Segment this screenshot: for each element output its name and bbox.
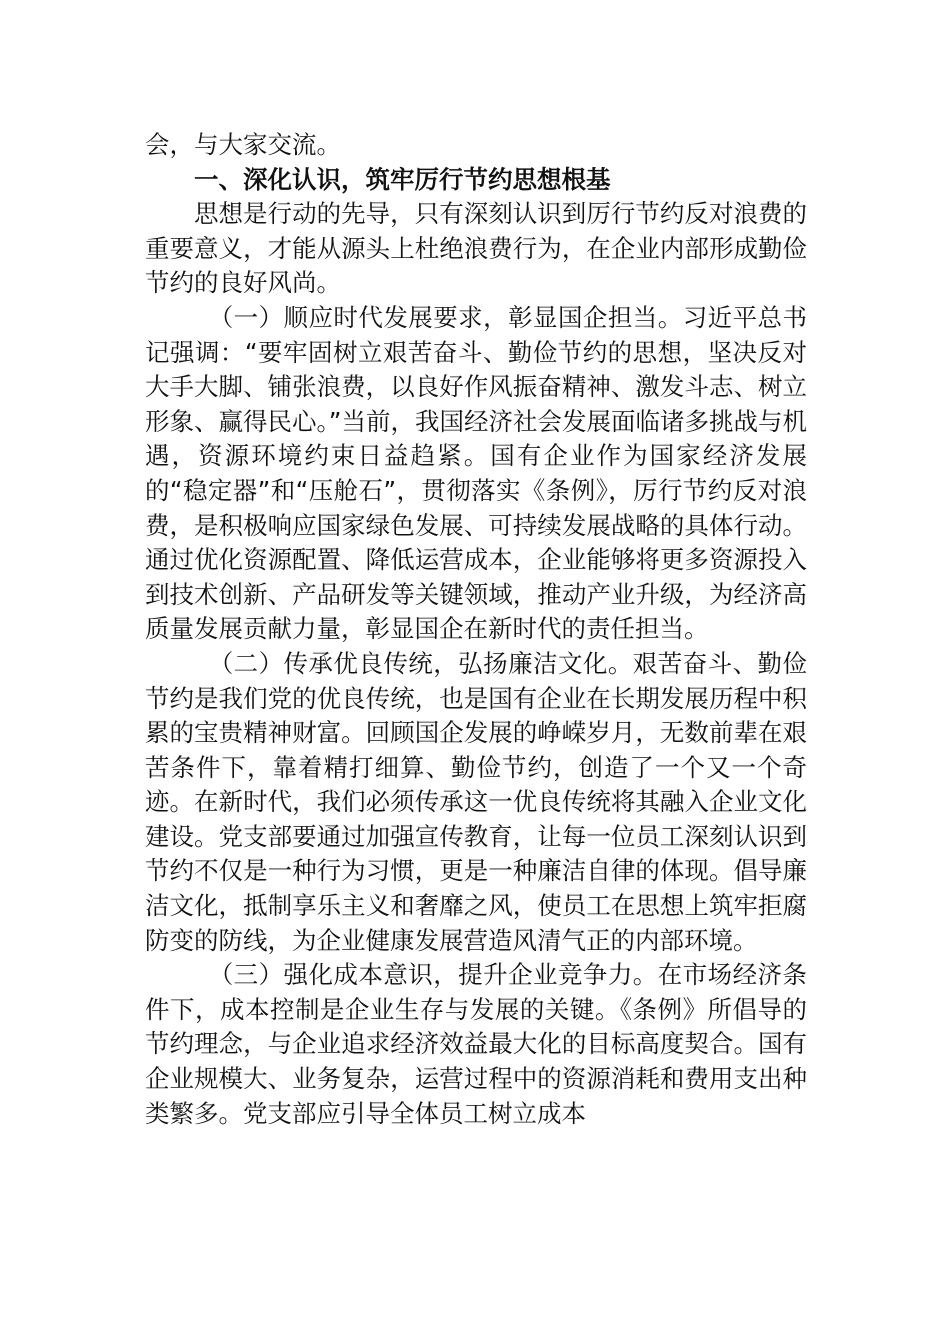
- paragraph-subsection-3: （三）强化成本意识，提升企业竞争力。在市场经济条件下，成本控制是企业生存与发展的关键。《条例》所倡导的节约理念，与企业追求经济效益最大化的目标高度契合。国有企业规模大、业务复杂，运营过程中的资源消耗和费用支出种类繁多。党支部应引导全体员工树立成本: [145, 960, 807, 1128]
- paragraph-subsection-2: （二）传承优良传统，弘扬廉洁文化。艰苦奋斗、勤俭节约是我们党的优良传统，也是国有企业在长期发展历程中积累的宝贵精神财富。回顾国企发展的峥嵘岁月，无数前辈在艰苦条件下，靠着精打细算、勤俭节约，创造了一个又一个奇迹。在新时代，我们必须传承这一优良传统将其融入企业文化建设。党支部要通过加强宣传教育，让每一位员工深刻认识到节约不仅是一种行为习惯，更是一种廉洁自律的体现。倡导廉洁文化，抵制享乐主义和奢靡之风，使员工在思想上筑牢拒腐防变的防线，为企业健康发展营造风清气正的内部环境。: [145, 648, 807, 955]
- section-heading: 一、深化认识，筑牢厉行节约思想根基: [194, 164, 611, 194]
- paragraph-subsection-1: （一）顺应时代发展要求，彰显国企担当。习近平总书记强调：“要牢固树立艰苦奋斗、勤俭节约的思想，坚决反对大手大脚、铺张浪费，以良好作风振奋精神、激发斗志、树立形象、赢得民心。”当前，我国经济社会发展面临诸多挑战与机遇，资源环境约束日益趋紧。国有企业作为国家经济发展的“稳定器”和“压舱石”，贯彻落实《条例》，厉行节约反对浪费，是积极响应国家绿色发展、可持续发展战略的具体行动。通过优化资源配置、降低运营成本，企业能够将更多资源投入到技术创新、产品研发等关键领域，推动产业升级，为经济高质量发展贡献力量，彰显国企在新时代的责任担当。: [145, 302, 807, 644]
- document-body: [145, 128, 807, 1131]
- paragraph-intro: 思想是行动的先导，只有深刻认识到厉行节约反对浪费的重要意义，才能从源头上杜绝浪费行为，在企业内部形成勤俭节约的良好风尚。: [145, 199, 807, 298]
- paragraph-continuation: 会，与大家交流。: [145, 130, 341, 159]
